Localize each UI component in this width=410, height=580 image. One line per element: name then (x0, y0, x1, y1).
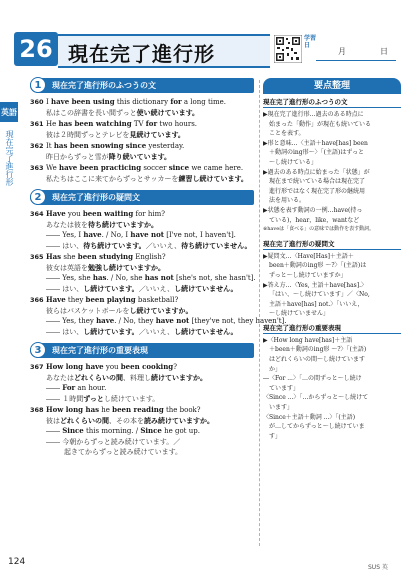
summary-line: ～し続けていません」 (269, 310, 330, 318)
summary-line: 〈Since ...〉「…からずっと～し続けて (263, 394, 369, 402)
highlighted-text: し続けていません。 (174, 326, 238, 336)
day-label: 日 (380, 47, 388, 56)
page-header (10, 32, 398, 68)
highlighted-text: How long has (46, 405, 100, 414)
section-heading (30, 343, 254, 358)
text-segment: [she's not, she hasn't]. (173, 274, 256, 282)
example-item (30, 252, 254, 294)
summary-points (263, 97, 401, 441)
section-heading (30, 78, 254, 93)
example-translation (46, 108, 254, 119)
study-date-label: 学習日 (304, 35, 317, 49)
text-segment: ―― Yes, she (46, 274, 93, 282)
text-segment: [they've not, they haven't]. (189, 317, 287, 325)
text-segment: I (46, 98, 51, 106)
text-segment: ―― Yes, they (46, 317, 97, 325)
text-segment: We (46, 164, 59, 172)
text-segment: an hour. (75, 384, 107, 392)
example-item (30, 405, 254, 458)
text-segment: we came here. (189, 164, 244, 172)
text-segment: ／いいえ、 (138, 327, 175, 336)
highlighted-text: since (168, 163, 190, 172)
summary-line: 現在まで続いている場合は現在完了 (269, 178, 366, 186)
text-segment: this morning. / (83, 427, 141, 435)
highlighted-text: has not (144, 273, 174, 282)
text-segment: ／いいえ、 (138, 284, 175, 293)
example-sentence (46, 273, 254, 284)
summary-heading: 要点整理 (263, 78, 401, 94)
text-segment: 彼は (46, 416, 60, 425)
example-sentence (46, 230, 254, 241)
text-segment: 、その本を (109, 416, 144, 425)
highlighted-text: been cooking (120, 362, 174, 371)
summary-line: ▶形と意味…〈主語＋have[has] been (263, 139, 368, 147)
example-translation (46, 174, 254, 185)
highlighted-text: 待ち続けています。 (83, 240, 146, 250)
highlighted-text: し続けていますか。 (129, 305, 193, 315)
page-title: 現在完了進行形 (68, 42, 215, 66)
text-segment: It (46, 142, 54, 150)
summary-line: ▶状態を表す動詞の一例…have(持っ (263, 206, 363, 214)
summary-point-heading: 現在完了進行形の疑問文 (263, 239, 401, 250)
example-sentence (46, 295, 254, 306)
text-segment: [I've not, I haven't]. (163, 231, 236, 239)
summary-line: ＋been＋動詞のing形 ～?〉「(主語) (269, 346, 367, 354)
highlighted-text: Since (140, 426, 162, 435)
text-segment: 私はこの辞書を長い間ずっと (46, 108, 137, 117)
summary-line: います」 (269, 404, 294, 412)
example-sentence (46, 119, 254, 130)
highlighted-text: been waiting (82, 209, 134, 218)
text-segment: ―― １時間 (46, 394, 84, 403)
section-title: 現在完了進行形の疑問文 (52, 193, 140, 202)
text-segment: 起きてからずっと読み続けています。 (64, 448, 183, 456)
text-segment: ―― Yes, I (46, 231, 84, 239)
highlighted-text: 降り続いています。 (108, 151, 172, 161)
highlighted-text: し続けています。 (83, 326, 139, 336)
example-number: 363 (30, 164, 44, 172)
text-segment: English? (133, 253, 166, 261)
text-segment: for him? (133, 210, 165, 218)
summary-line: ▶疑問文…〈Have[Has]＋主語＋ (263, 252, 354, 260)
text-segment: this dictionary (114, 98, 171, 106)
summary-line: ている)，hear，like，wantなど (269, 216, 360, 224)
highlighted-text: been reading (112, 405, 164, 414)
summary-line: 始まった「動作」が現在も続いている (269, 120, 372, 128)
text-segment: two hours. (157, 120, 198, 128)
example-number: 367 (30, 363, 44, 371)
example-translation (46, 263, 254, 274)
summary-line: 「はい、～し続けています」／〈No, (269, 291, 370, 299)
highlighted-text: 練習し続けています。 (178, 173, 248, 183)
example-number: 360 (30, 98, 44, 106)
highlighted-text: どれくらいの間 (60, 415, 109, 425)
example-item (30, 97, 254, 118)
highlighted-text: Has (46, 252, 62, 261)
example-item (30, 119, 254, 140)
text-segment: ―― (46, 427, 63, 435)
text-segment: a long time. (181, 98, 227, 106)
side-topic-label: 現在完了進行形 (5, 130, 14, 186)
column-divider (259, 80, 260, 546)
highlighted-text: have not (155, 316, 190, 325)
highlighted-text: Since (62, 426, 84, 435)
example-sentence (46, 426, 254, 437)
example-sentence (46, 163, 254, 174)
example-item (30, 362, 254, 404)
text-segment: ―― (46, 384, 63, 392)
example-number: 366 (30, 296, 44, 304)
month-label: 月 (338, 47, 346, 56)
example-number: 368 (30, 406, 44, 414)
example-sentence (46, 97, 254, 108)
text-segment: he (99, 406, 113, 414)
text-segment: you (65, 210, 83, 218)
text-segment: basketball? (135, 296, 179, 304)
highlighted-text: 勉強し続けていますか。 (88, 262, 165, 272)
highlighted-text: for (145, 119, 158, 128)
example-sentence (46, 141, 254, 152)
example-translation (46, 284, 254, 295)
section-title: 現在完了進行形の重要表現 (52, 346, 148, 355)
summary-line: はどれくらいの間～し続けています (269, 356, 366, 364)
text-segment: ―― はい、 (46, 284, 84, 293)
example-item (30, 209, 254, 251)
highlighted-text: since (125, 141, 147, 150)
highlighted-text: 見続けています。 (129, 129, 185, 139)
chapter-number-badge: 26 (14, 32, 58, 66)
text-segment: 昨日からずっと雪が (46, 152, 109, 161)
example-number: 364 (30, 210, 44, 218)
highlighted-text: Have (46, 295, 66, 304)
highlighted-text: has been snowing (53, 141, 124, 150)
text-segment: . / No, they (114, 317, 156, 325)
highlighted-text: been playing (85, 295, 136, 304)
summary-line: ▶現在完了進行形…過去のある時点に (263, 111, 364, 118)
text-segment: TV (131, 120, 146, 128)
summary-line: 〈Since＋主語＋動詞 ...〉「(主語) (263, 413, 356, 421)
title-bar (58, 34, 270, 68)
summary-line: ▶過去のある時点に始まった「状態」が (263, 168, 370, 176)
study-date-field[interactable] (316, 36, 396, 61)
summary-line: ▶答え方…〈Yes, 主語＋have[has].〉 (263, 281, 367, 289)
text-segment: soccer (141, 164, 169, 172)
text-segment: yesterday. (146, 142, 185, 150)
text-segment: ―― はい、 (46, 327, 84, 336)
text-segment: you (103, 363, 121, 371)
highlighted-text: 続けていますか。 (151, 372, 207, 382)
summary-line: ▶〈How long have[has]＋主語 (263, 336, 353, 344)
summary-line: す」 (269, 432, 282, 440)
highlighted-text: have not (130, 230, 164, 239)
example-number: 362 (30, 142, 44, 150)
text-segment: ? (173, 363, 177, 371)
highlighted-text: How long have (46, 362, 104, 371)
section-number-badge: 1 (30, 77, 46, 93)
highlighted-text: have been practicing (59, 163, 142, 172)
example-sentence (46, 362, 254, 373)
example-item (30, 295, 287, 337)
section-number-badge: 3 (30, 342, 46, 358)
summary-line: 主語＋have[has] not.〉「いいえ， (269, 300, 364, 308)
text-segment: 彼は２時間ずっとテレビを (46, 130, 130, 139)
example-translation (46, 130, 254, 141)
summary-line: ずっと～し続けていますか」 (269, 271, 347, 279)
highlighted-text: し続けています。 (83, 283, 139, 293)
summary-line: が…してからずっと～し続けていま (269, 423, 365, 431)
highlighted-text: for (170, 97, 182, 106)
section-title: 現在完了進行形のふつうの文 (52, 81, 156, 90)
highlighted-text: have (96, 316, 115, 325)
highlighted-text: どれくらいの間 (74, 372, 123, 382)
highlighted-text: 使い続けています。 (136, 107, 200, 117)
example-translation (46, 327, 254, 338)
text-segment: あなたは彼を (46, 220, 88, 229)
text-segment: ―― はい、 (46, 241, 84, 250)
text-segment: 彼らはバスケットボールを (46, 306, 130, 315)
text-segment: ―― 今朝からずっと読み続けています。／ (46, 437, 181, 446)
summary-point-heading: 現在完了進行形の重要表現 (263, 323, 401, 334)
highlighted-text: 読み続けていますか。 (144, 415, 214, 425)
text-segment: し続けています。 (103, 394, 160, 403)
highlighted-text: ずっと (83, 393, 104, 403)
qr-code-icon[interactable] (274, 35, 302, 63)
text-segment: . / No, I (101, 231, 131, 239)
example-sentence (46, 405, 254, 416)
text-segment: . / No, she (106, 274, 145, 282)
summary-point-heading: 現在完了進行形のふつうの文 (263, 97, 401, 108)
example-translation (46, 152, 254, 163)
example-number: 365 (30, 253, 44, 261)
text-segment: 私たちはここに来てからずっとサッカーを (46, 174, 179, 183)
page-number: 124 (8, 557, 26, 567)
highlighted-text: has (92, 273, 107, 282)
text-segment: あなたは (46, 373, 74, 382)
example-sentence (46, 383, 254, 394)
section-heading (30, 190, 254, 205)
highlighted-text: し続けていません。 (174, 283, 238, 293)
summary-line: 法を用いる。 (269, 197, 306, 205)
summary-line: 進行形ではなく現在完了形の継続用 (269, 187, 366, 195)
summary-line: ことを表す。 (269, 130, 305, 138)
text-segment: he got up. (161, 427, 200, 435)
summary-line: ています」 (269, 384, 300, 392)
highlighted-text: 待ち続けていますか。 (88, 219, 158, 229)
summary-line: ＋動詞のing形～〉「(主語)はずっと (269, 149, 364, 157)
text-segment: ／いいえ、 (145, 241, 182, 250)
subject-tab: 英語 (0, 102, 18, 122)
example-sentence (46, 252, 254, 263)
example-sentence (46, 316, 287, 327)
summary-line: ―〈For ...〉「…の間ずっと～し続け (263, 375, 362, 383)
highlighted-text: Have (46, 209, 66, 218)
summary-line: か」 (269, 365, 282, 373)
highlighted-text: have (83, 230, 102, 239)
highlighted-text: 待ち続けていません。 (181, 240, 252, 250)
text-segment: 彼女は英語を (46, 263, 88, 272)
summary-column (263, 78, 401, 441)
footer-code: SUS 英 (368, 564, 388, 571)
text-segment: they (65, 296, 86, 304)
summary-line: been＋動詞のing形 ～?〉「(主語)は (269, 262, 367, 270)
example-translation (46, 416, 254, 427)
example-translation (46, 394, 254, 405)
text-segment: she (61, 253, 78, 261)
example-translation (46, 447, 254, 458)
example-translation (46, 241, 254, 252)
highlighted-text: have been using (51, 97, 115, 106)
summary-line: ※haveは「食べる」の意味では動作を表す動詞。 (263, 226, 375, 233)
example-translation (46, 373, 254, 384)
text-segment: the book? (163, 406, 201, 414)
example-item (30, 141, 254, 162)
summary-line: ～し続けている」 (269, 158, 318, 166)
example-translation (46, 220, 254, 231)
example-translation (46, 306, 254, 317)
highlighted-text: has been watching (58, 119, 132, 128)
highlighted-text: For (62, 383, 76, 392)
text-segment: 、料理し (123, 373, 151, 382)
example-sentence (46, 209, 254, 220)
example-item (30, 163, 254, 184)
example-number: 361 (30, 120, 44, 128)
text-segment: He (46, 120, 59, 128)
example-translation (46, 437, 254, 448)
highlighted-text: been studying (77, 252, 133, 261)
section-number-badge: 2 (30, 189, 46, 205)
